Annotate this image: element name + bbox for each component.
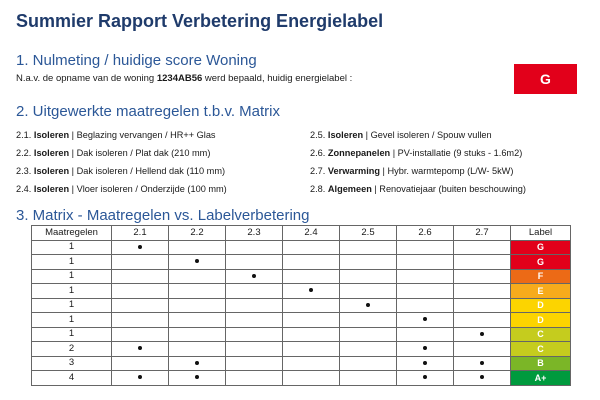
matrix-cell: [169, 313, 226, 328]
matrix-cell: [283, 298, 340, 313]
measure-number: 2.4.: [16, 184, 34, 194]
matrix-cell: [454, 342, 511, 357]
matrix-cell: [169, 356, 226, 371]
matrix-cell: [340, 327, 397, 342]
matrix-cell: [340, 269, 397, 284]
matrix-cell: [226, 342, 283, 357]
matrix-cell: [169, 255, 226, 270]
measure-description: | Dak isoleren / Plat dak (210 mm): [69, 148, 211, 158]
matrix-cell: [454, 327, 511, 342]
matrix-cell: [112, 327, 169, 342]
matrix-cell: [397, 356, 454, 371]
matrix-row: [32, 342, 571, 357]
measure-category: Zonnepanelen: [327, 148, 391, 158]
matrix-row: [32, 356, 571, 371]
selected-dot-icon: [309, 288, 313, 292]
measure-category: Verwarming: [327, 166, 380, 176]
matrix-header-row: [32, 226, 571, 241]
matrix-column-header: 2.4: [283, 226, 340, 241]
matrix-cell: [283, 269, 340, 284]
matrix-body: [32, 240, 571, 385]
measure-description: | Renovatiejaar (buiten beschouwing): [371, 184, 526, 194]
woning-code: 1234AB56: [156, 73, 203, 84]
matrix-column-header: 2.1: [112, 226, 169, 241]
matrix-cell: [340, 342, 397, 357]
matrix-cell: [112, 313, 169, 328]
intro-after: werd bepaald, huidig energielabel :: [202, 73, 353, 84]
measure-count-cell: 1: [32, 313, 112, 328]
measure-count-cell: 1: [32, 269, 112, 284]
energy-label-cell: G: [511, 240, 571, 255]
measure-item: [310, 162, 526, 180]
matrix-cell: [169, 298, 226, 313]
measure-number: 2.2.: [16, 148, 34, 158]
measure-item: [16, 144, 227, 162]
matrix-cell: [397, 327, 454, 342]
measure-count-cell: 1: [32, 240, 112, 255]
matrix-cell: [226, 313, 283, 328]
matrix-cell: [283, 255, 340, 270]
matrix-cell: [283, 371, 340, 386]
measure-count-cell: 1: [32, 284, 112, 299]
matrix-cell: [112, 298, 169, 313]
matrix-cell: [454, 240, 511, 255]
matrix-cell: [112, 284, 169, 299]
matrix-cell: [169, 269, 226, 284]
matrix-row: [32, 284, 571, 299]
section-heading-matrix: 3. Matrix - Maatregelen vs. Labelverbetering: [16, 207, 310, 224]
measure-category: Isoleren: [327, 130, 364, 140]
measure-count-cell: 3: [32, 356, 112, 371]
matrix-cell: [226, 298, 283, 313]
matrix-cell: [283, 327, 340, 342]
selected-dot-icon: [195, 375, 199, 379]
matrix-row: [32, 240, 571, 255]
matrix-cell: [283, 313, 340, 328]
matrix-cell: [283, 240, 340, 255]
matrix-cell: [226, 255, 283, 270]
energy-label-cell: C: [511, 327, 571, 342]
measure-number: 2.1.: [16, 130, 34, 140]
section-heading-nulmeting: 1. Nulmeting / huidige score Woning: [16, 52, 257, 69]
measure-item: [310, 126, 526, 144]
selected-dot-icon: [252, 274, 256, 278]
intro-text: [16, 73, 352, 84]
measure-description: | Dak isoleren / Hellend dak (110 mm): [69, 166, 226, 176]
matrix-cell: [226, 284, 283, 299]
matrix-cell: [397, 255, 454, 270]
measure-category: Isoleren: [33, 166, 70, 176]
matrix-cell: [283, 284, 340, 299]
matrix-cell: [397, 269, 454, 284]
matrix-cell: [169, 371, 226, 386]
measure-category: Algemeen: [327, 184, 372, 194]
matrix-column-header: 2.7: [454, 226, 511, 241]
matrix-cell: [283, 356, 340, 371]
matrix-row: [32, 269, 571, 284]
selected-dot-icon: [480, 361, 484, 365]
matrix-cell: [397, 284, 454, 299]
measure-description: | Beglazing vervangen / HR++ Glas: [69, 130, 216, 140]
measure-category: Isoleren: [33, 148, 70, 158]
matrix-cell: [226, 240, 283, 255]
matrix-row: [32, 371, 571, 386]
matrix-cell: [283, 342, 340, 357]
matrix-cell: [112, 371, 169, 386]
matrix-cell: [112, 255, 169, 270]
matrix-column-header: 2.3: [226, 226, 283, 241]
matrix-table: [31, 225, 571, 386]
measure-number: 2.3.: [16, 166, 34, 176]
measure-number: 2.8.: [310, 184, 328, 194]
measure-number: 2.6.: [310, 148, 328, 158]
matrix-cell: [397, 342, 454, 357]
matrix-cell: [112, 269, 169, 284]
current-energy-label-badge: G: [514, 64, 577, 94]
matrix-cell: [169, 240, 226, 255]
selected-dot-icon: [423, 375, 427, 379]
matrix-cell: [226, 269, 283, 284]
section-heading-maatregelen: 2. Uitgewerkte maatregelen t.b.v. Matrix: [16, 103, 280, 120]
selected-dot-icon: [138, 375, 142, 379]
matrix-cell: [454, 356, 511, 371]
matrix-cell: [340, 284, 397, 299]
selected-dot-icon: [423, 361, 427, 365]
measure-item: [16, 180, 227, 198]
energy-label-cell: F: [511, 269, 571, 284]
measure-description: | Hybr. warmtepomp (L/W- 5kW): [379, 166, 514, 176]
matrix-cell: [340, 371, 397, 386]
measure-category: Isoleren: [33, 184, 70, 194]
matrix-cell: [454, 255, 511, 270]
measure-number: 2.7.: [310, 166, 328, 176]
matrix-column-header: 2.5: [340, 226, 397, 241]
matrix-cell: [397, 371, 454, 386]
matrix-cell: [340, 313, 397, 328]
matrix-row: [32, 327, 571, 342]
matrix-cell: [112, 356, 169, 371]
matrix-cell: [340, 240, 397, 255]
matrix-cell: [454, 269, 511, 284]
selected-dot-icon: [138, 245, 142, 249]
measure-item: [310, 144, 526, 162]
energy-label-cell: B: [511, 356, 571, 371]
energy-label-cell: E: [511, 284, 571, 299]
measures-list-left: [16, 126, 227, 198]
energy-label-cell: A+: [511, 371, 571, 386]
measure-description: | Vloer isoleren / Onderzijde (100 mm): [69, 184, 227, 194]
matrix-cell: [226, 356, 283, 371]
matrix-cell: [112, 342, 169, 357]
energy-label-cell: D: [511, 313, 571, 328]
matrix-cell: [454, 371, 511, 386]
selected-dot-icon: [480, 375, 484, 379]
measure-count-cell: 1: [32, 298, 112, 313]
matrix-row: [32, 298, 571, 313]
measure-count-cell: 2: [32, 342, 112, 357]
matrix-cell: [226, 327, 283, 342]
matrix-cell: [169, 342, 226, 357]
measure-item: [310, 180, 526, 198]
measure-count-cell: 1: [32, 327, 112, 342]
measure-number: 2.5.: [310, 130, 328, 140]
selected-dot-icon: [423, 317, 427, 321]
measures-list-right: [310, 126, 526, 198]
matrix-cell: [454, 284, 511, 299]
matrix-column-header: Label: [511, 226, 571, 241]
selected-dot-icon: [138, 346, 142, 350]
measure-description: | Gevel isoleren / Spouw vullen: [363, 130, 492, 140]
selected-dot-icon: [195, 259, 199, 263]
matrix-cell: [112, 240, 169, 255]
measure-category: Isoleren: [33, 130, 70, 140]
measure-item: [16, 162, 227, 180]
matrix-cell: [397, 298, 454, 313]
matrix-column-header: Maatregelen: [32, 226, 112, 241]
matrix-cell: [397, 313, 454, 328]
selected-dot-icon: [195, 361, 199, 365]
intro-before: N.a.v. de opname van de woning: [16, 73, 157, 84]
measure-item: [16, 126, 227, 144]
matrix-cell: [169, 284, 226, 299]
page-title: Summier Rapport Verbetering Energielabel: [16, 11, 384, 31]
selected-dot-icon: [480, 332, 484, 336]
matrix-cell: [340, 356, 397, 371]
measure-count-cell: 1: [32, 255, 112, 270]
matrix-column-header: 2.6: [397, 226, 454, 241]
energy-label-cell: C: [511, 342, 571, 357]
matrix-column-header: 2.2: [169, 226, 226, 241]
energy-label-cell: G: [511, 255, 571, 270]
matrix-cell: [169, 327, 226, 342]
matrix-cell: [340, 298, 397, 313]
energy-label-cell: D: [511, 298, 571, 313]
selected-dot-icon: [366, 303, 370, 307]
measure-description: | PV-installatie (9 stuks - 1.6m2): [390, 148, 523, 158]
matrix-cell: [226, 371, 283, 386]
matrix-cell: [454, 313, 511, 328]
matrix-row: [32, 313, 571, 328]
matrix-row: [32, 255, 571, 270]
selected-dot-icon: [423, 346, 427, 350]
measure-count-cell: 4: [32, 371, 112, 386]
matrix-cell: [454, 298, 511, 313]
matrix-cell: [340, 255, 397, 270]
matrix-cell: [397, 240, 454, 255]
